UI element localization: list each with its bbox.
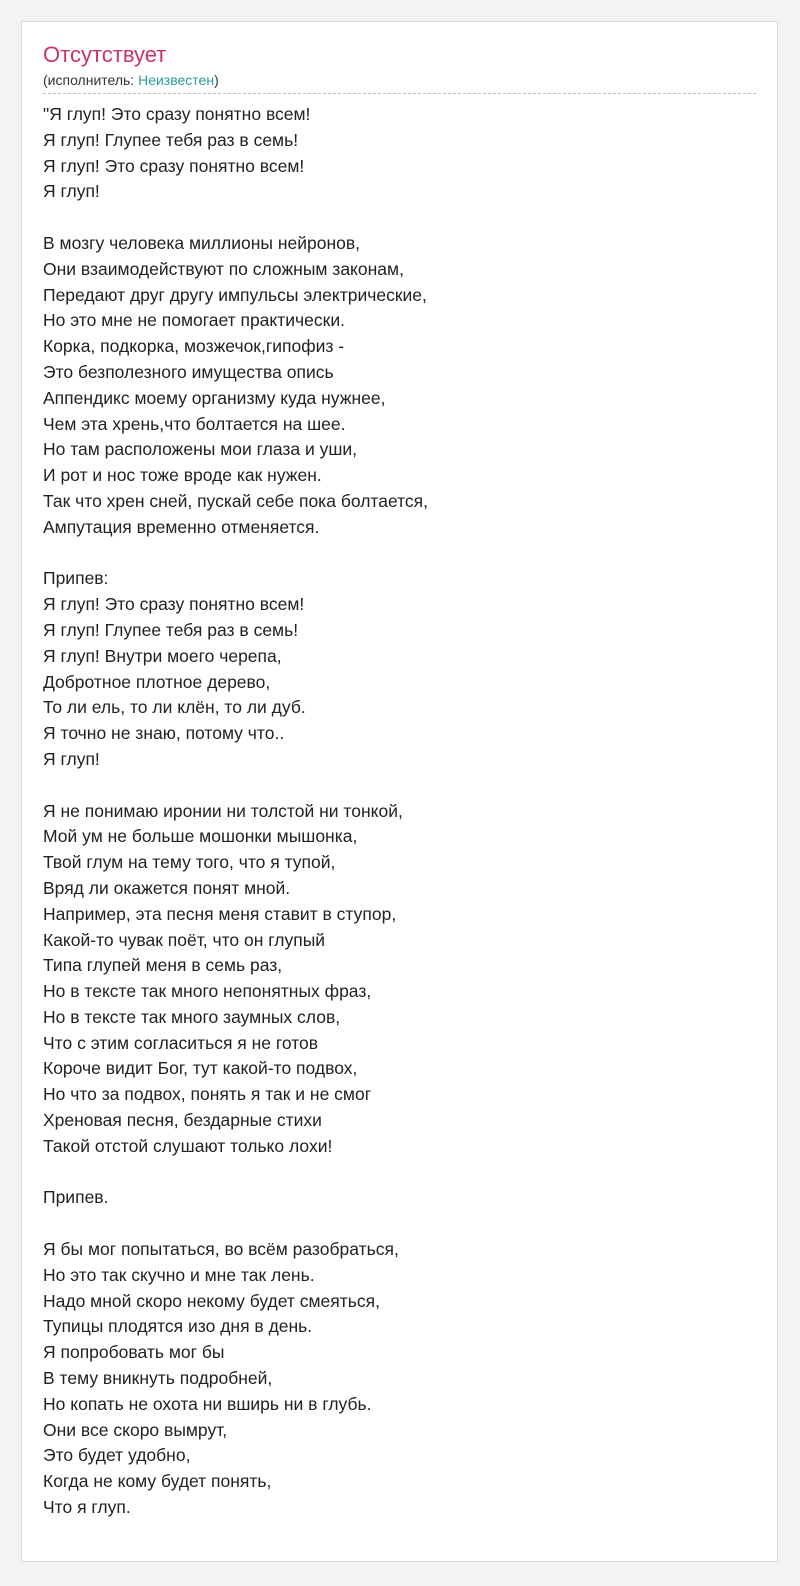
lyrics-line: Я глуп! Это сразу понятно всем!: [43, 155, 305, 176]
artist-line: [43, 70, 219, 90]
lyrics-card: [21, 21, 778, 1562]
header-divider: [43, 93, 756, 94]
lyrics-line: Надо мной скоро некому будет смеяться,: [43, 1290, 380, 1311]
lyrics-line: Я точно не знаю, потому что..: [43, 723, 285, 744]
lyrics-line: В тему вникнуть подробней,: [43, 1368, 273, 1389]
lyrics-line: Я не понимаю иронии ни толстой ни тонкой,: [43, 800, 403, 821]
lyrics-line: Вряд ли окажется понят мной.: [43, 877, 291, 898]
lyrics-line: Но копать не охота ни вширь ни в глубь.: [43, 1393, 372, 1414]
lyrics-line: Твой глум на тему того, что я тупой,: [43, 852, 336, 873]
lyrics-line: Я глуп!: [43, 748, 100, 769]
lyrics-line: Например, эта песня меня ставит в ступор,: [43, 903, 397, 924]
lyrics-stanza: [43, 566, 756, 772]
lyrics-line: Но это мне не помогает практически.: [43, 310, 345, 331]
lyrics-line: Я глуп! Глупее тебя раз в семь!: [43, 619, 299, 640]
lyrics-line: Они взаимодействуют по сложным законам,: [43, 258, 404, 279]
lyrics-line: Я глуп! Это сразу понятно всем!: [43, 594, 305, 615]
lyrics-line: Я глуп! Внутри моего черепа,: [43, 645, 282, 666]
lyrics-line: Так что хрен сней, пускай себе пока болтается,: [43, 490, 429, 511]
lyrics-line: Добротное плотное дерево,: [43, 671, 271, 692]
lyrics-line: Аппендикс моему организму куда нужнее,: [43, 387, 386, 408]
lyrics-text: [43, 102, 756, 1547]
lyrics-line: Такой отстой слушают только лохи!: [43, 1135, 333, 1156]
lyrics-line: Но что за подвох, понять я так и не смог: [43, 1084, 372, 1105]
lyrics-line: Тупицы плодятся изо дня в день.: [43, 1316, 313, 1337]
lyrics-line: То ли ель, то ли клён, то ли дуб.: [43, 697, 306, 718]
lyrics-line: Что я глуп.: [43, 1497, 131, 1518]
lyrics-line: В мозгу человека миллионы нейронов,: [43, 232, 361, 253]
lyrics-line: Когда не кому будет понять,: [43, 1471, 272, 1492]
lyrics-line: "Я глуп! Это сразу понятно всем!: [43, 104, 311, 124]
lyrics-stanza: [43, 799, 756, 1160]
lyrics-line: Чем эта хрень,что болтается на шее.: [43, 413, 346, 434]
lyrics-stanza: [43, 1185, 756, 1211]
lyrics-line: Я бы мог попытаться, во всём разобраться,: [43, 1239, 399, 1260]
song-title: Отсутствует: [43, 42, 167, 67]
lyrics-line: Хреновая песня, бездарные стихи: [43, 1110, 322, 1131]
lyrics-line: Припев:: [43, 568, 109, 589]
lyrics-line: Я глуп!: [43, 181, 100, 202]
lyrics-line: Но в тексте так много заумных слов,: [43, 1006, 341, 1027]
lyrics-stanza: [43, 231, 756, 541]
lyrics-line: Типа глупей меня в семь раз,: [43, 955, 283, 976]
lyrics-line: Что с этим согласиться я не готов: [43, 1032, 319, 1053]
lyrics-line: Но там расположены мои глаза и уши,: [43, 439, 358, 460]
lyrics-stanza: [43, 102, 756, 205]
lyrics-line: Припев.: [43, 1187, 109, 1208]
lyrics-line: Я попробовать мог бы: [43, 1342, 225, 1363]
lyrics-line: Передают друг другу импульсы электрические,: [43, 284, 427, 305]
artist-prefix: (исполнитель:: [43, 72, 139, 88]
lyrics-line: Я глуп! Глупее тебя раз в семь!: [43, 129, 299, 150]
lyrics-line: Это будет удобно,: [43, 1445, 191, 1466]
lyrics-line: Это безполезного имущества опись: [43, 361, 334, 382]
lyrics-line: Но в тексте так много непонятных фраз,: [43, 981, 372, 1002]
artist-suffix: ): [214, 72, 219, 88]
lyrics-stanza: [43, 1237, 756, 1521]
lyrics-line: Короче видит Бог, тут какой-то подвох,: [43, 1058, 358, 1079]
lyrics-line: Ампутация временно отменяется.: [43, 516, 320, 537]
lyrics-line: Мой ум не больше мошонки мышонка,: [43, 826, 358, 847]
lyrics-line: И рот и нос тоже вроде как нужен.: [43, 465, 322, 486]
artist-link[interactable]: Неизвестен: [138, 72, 215, 88]
lyrics-line: Они все скоро вымрут,: [43, 1419, 228, 1440]
lyrics-line: Какой-то чувак поёт, что он глупый: [43, 929, 326, 950]
lyrics-line: Но это так скучно и мне так лень.: [43, 1264, 315, 1285]
lyrics-line: Корка, подкорка, мозжечок,гипофиз -: [43, 336, 345, 357]
